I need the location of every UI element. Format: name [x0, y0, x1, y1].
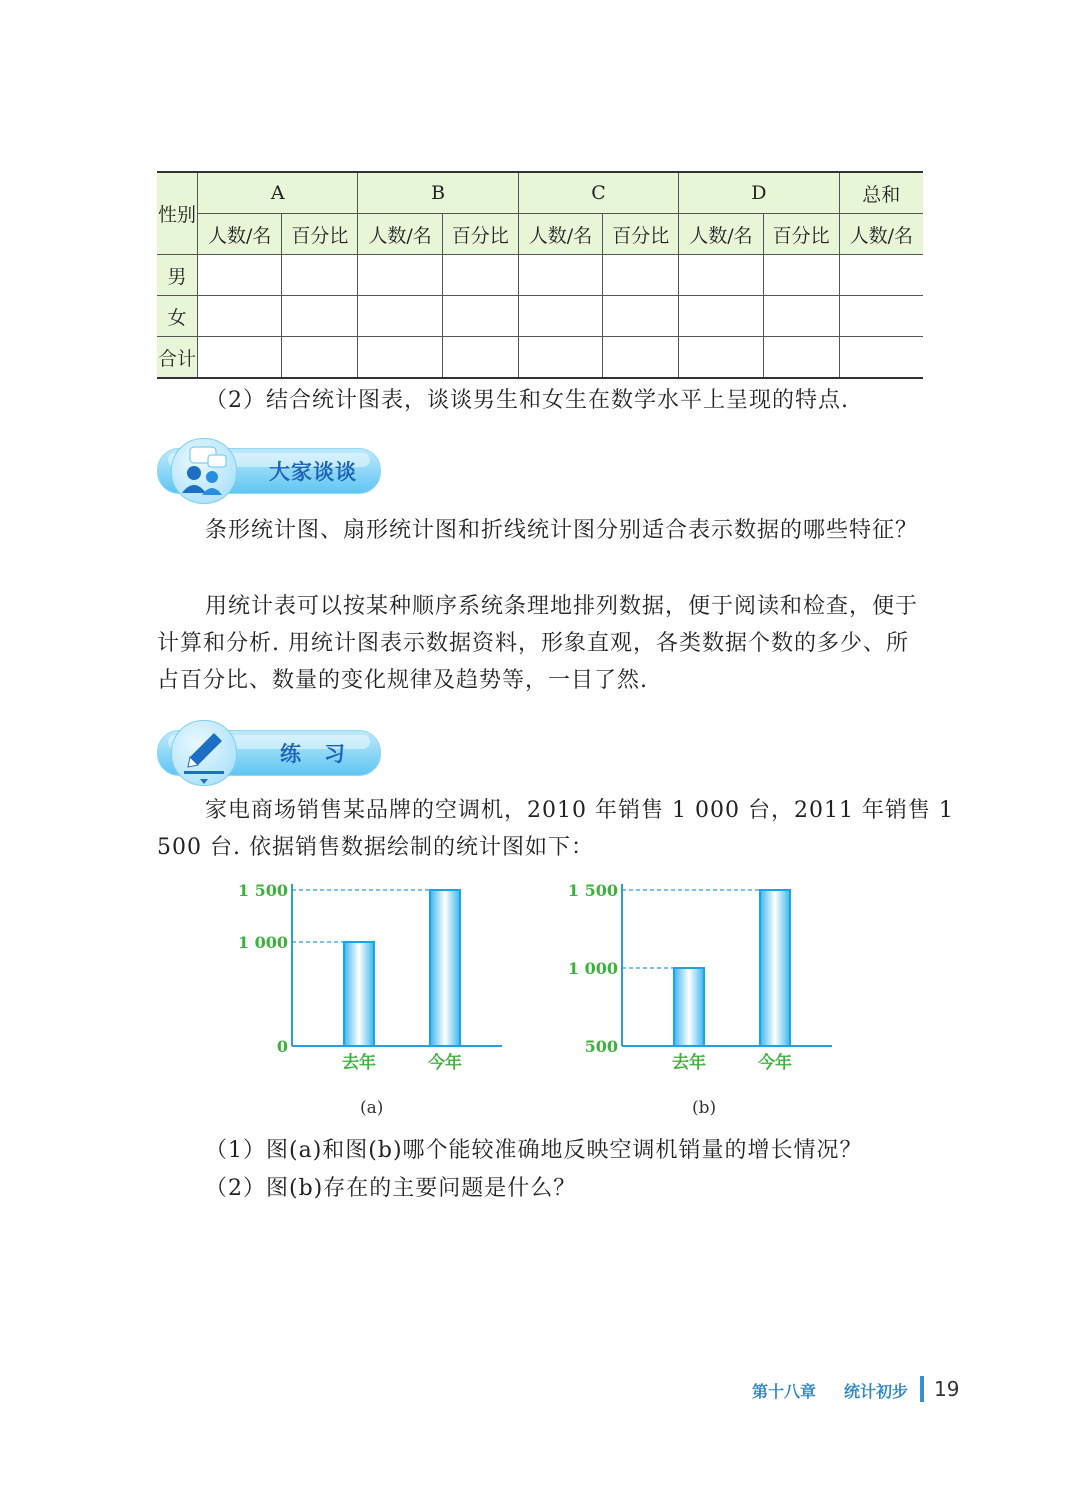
table-cell: [763, 296, 839, 337]
group-c-header: C: [518, 172, 678, 214]
gender-header-cell: [157, 172, 198, 255]
table-row: [157, 337, 923, 379]
category-label: 今年: [758, 1053, 792, 1073]
chart-b-caption: (b): [692, 1098, 717, 1118]
y-tick-label: 1 000: [567, 959, 618, 978]
table-cell: [603, 296, 679, 337]
category-label: 今年: [428, 1053, 462, 1073]
table-cell: [358, 337, 442, 379]
bar-this-year: [760, 890, 790, 1046]
d-count-header: 人数/名: [679, 214, 763, 255]
gender-header: 性别: [157, 204, 196, 226]
table-row: [157, 255, 923, 296]
discuss-banner: [157, 438, 381, 502]
a-percent-header: 百分比: [282, 214, 358, 255]
page-number: 19: [934, 1377, 960, 1401]
table-cell: [442, 255, 518, 296]
discuss-question: 条形统计图、扇形统计图和折线统计图分别适合表示数据的哪些特征？: [205, 518, 919, 543]
bar-chart-b: [560, 870, 850, 1090]
row-total: 合计: [157, 337, 198, 379]
question-2-text: （2）结合统计图表，谈谈男生和女生在数学水平上呈现的特点.: [205, 388, 849, 413]
footer-section: 统计初步: [844, 1382, 909, 1401]
table-cell: [198, 255, 282, 296]
exercise-question-1: （1）图(a)和图(b)哪个能较准确地反映空调机销量的增长情况？: [205, 1138, 863, 1163]
row-male: 男: [157, 255, 198, 296]
table-cell: [679, 296, 763, 337]
table-cell: [518, 296, 602, 337]
exercise-intro-line-2: 500 台. 依据销售数据绘制的统计图如下：: [157, 835, 594, 860]
exercise-banner-label: 练 习: [280, 742, 346, 766]
table-cell: [518, 255, 602, 296]
exercise-banner: [157, 720, 381, 784]
bar-chart-a: [230, 870, 520, 1090]
page-footer: [752, 1376, 972, 1406]
y-tick-label: 1 500: [237, 881, 288, 900]
c-percent-header: 百分比: [603, 214, 679, 255]
table-cell: [358, 296, 442, 337]
bar-last-year: [344, 942, 374, 1046]
total-count-header: 人数/名: [839, 214, 923, 255]
exercise-intro-line-1: 家电商场销售某品牌的空调机，2010 年销售 1 000 台，2011 年销售 1: [205, 798, 954, 823]
category-label: 去年: [342, 1053, 376, 1073]
group-d-header: D: [679, 172, 839, 214]
table-cell: [603, 255, 679, 296]
row-female: 女: [157, 296, 198, 337]
chart-a-caption: (a): [360, 1098, 384, 1118]
b-count-header: 人数/名: [358, 214, 442, 255]
group-b-header: B: [358, 172, 518, 214]
footer-divider: [920, 1376, 924, 1402]
y-tick-label: 1 000: [237, 933, 288, 952]
pencil-icon: [171, 720, 237, 786]
table-cell: [282, 255, 358, 296]
table-cell: [763, 255, 839, 296]
table-cell: [839, 296, 923, 337]
table-row: [157, 296, 923, 337]
c-count-header: 人数/名: [518, 214, 602, 255]
group-a-header: A: [198, 172, 358, 214]
exercise-question-2: （2）图(b)存在的主要问题是什么？: [205, 1176, 577, 1201]
d-percent-header: 百分比: [763, 214, 839, 255]
table-cell: [358, 255, 442, 296]
table-cell: [442, 337, 518, 379]
people-icon: [171, 438, 237, 504]
table-cell: [839, 337, 923, 379]
table-cell: [679, 337, 763, 379]
table-cell: [679, 255, 763, 296]
y-tick-label: 1 500: [567, 881, 618, 900]
table-cell: [763, 337, 839, 379]
table-cell: [442, 296, 518, 337]
bar-last-year: [674, 968, 704, 1046]
category-label: 去年: [672, 1053, 706, 1073]
table-cell: [603, 337, 679, 379]
table-cell: [198, 337, 282, 379]
table-cell: [282, 337, 358, 379]
bar-this-year: [430, 890, 460, 1046]
y-tick-label: 0: [276, 1037, 288, 1056]
table-cell: [839, 255, 923, 296]
gender-level-table: [157, 171, 923, 379]
table-cell: [198, 296, 282, 337]
y-tick-label: 500: [584, 1037, 618, 1056]
summary-line-2: 计算和分析. 用统计图表示数据资料，形象直观，各类数据个数的多少、所: [157, 631, 909, 656]
discuss-banner-label: 大家谈谈: [269, 460, 357, 484]
summary-line-3: 占百分比、数量的变化规律及趋势等，一目了然.: [157, 668, 648, 693]
table-cell: [518, 337, 602, 379]
summary-line-1: 用统计表可以按某种顺序系统条理地排列数据，便于阅读和检查，便于: [205, 594, 919, 619]
total-header: 总和: [839, 172, 923, 214]
footer-chapter: 第十八章: [752, 1382, 817, 1401]
b-percent-header: 百分比: [442, 214, 518, 255]
a-count-header: 人数/名: [198, 214, 282, 255]
table-cell: [282, 296, 358, 337]
